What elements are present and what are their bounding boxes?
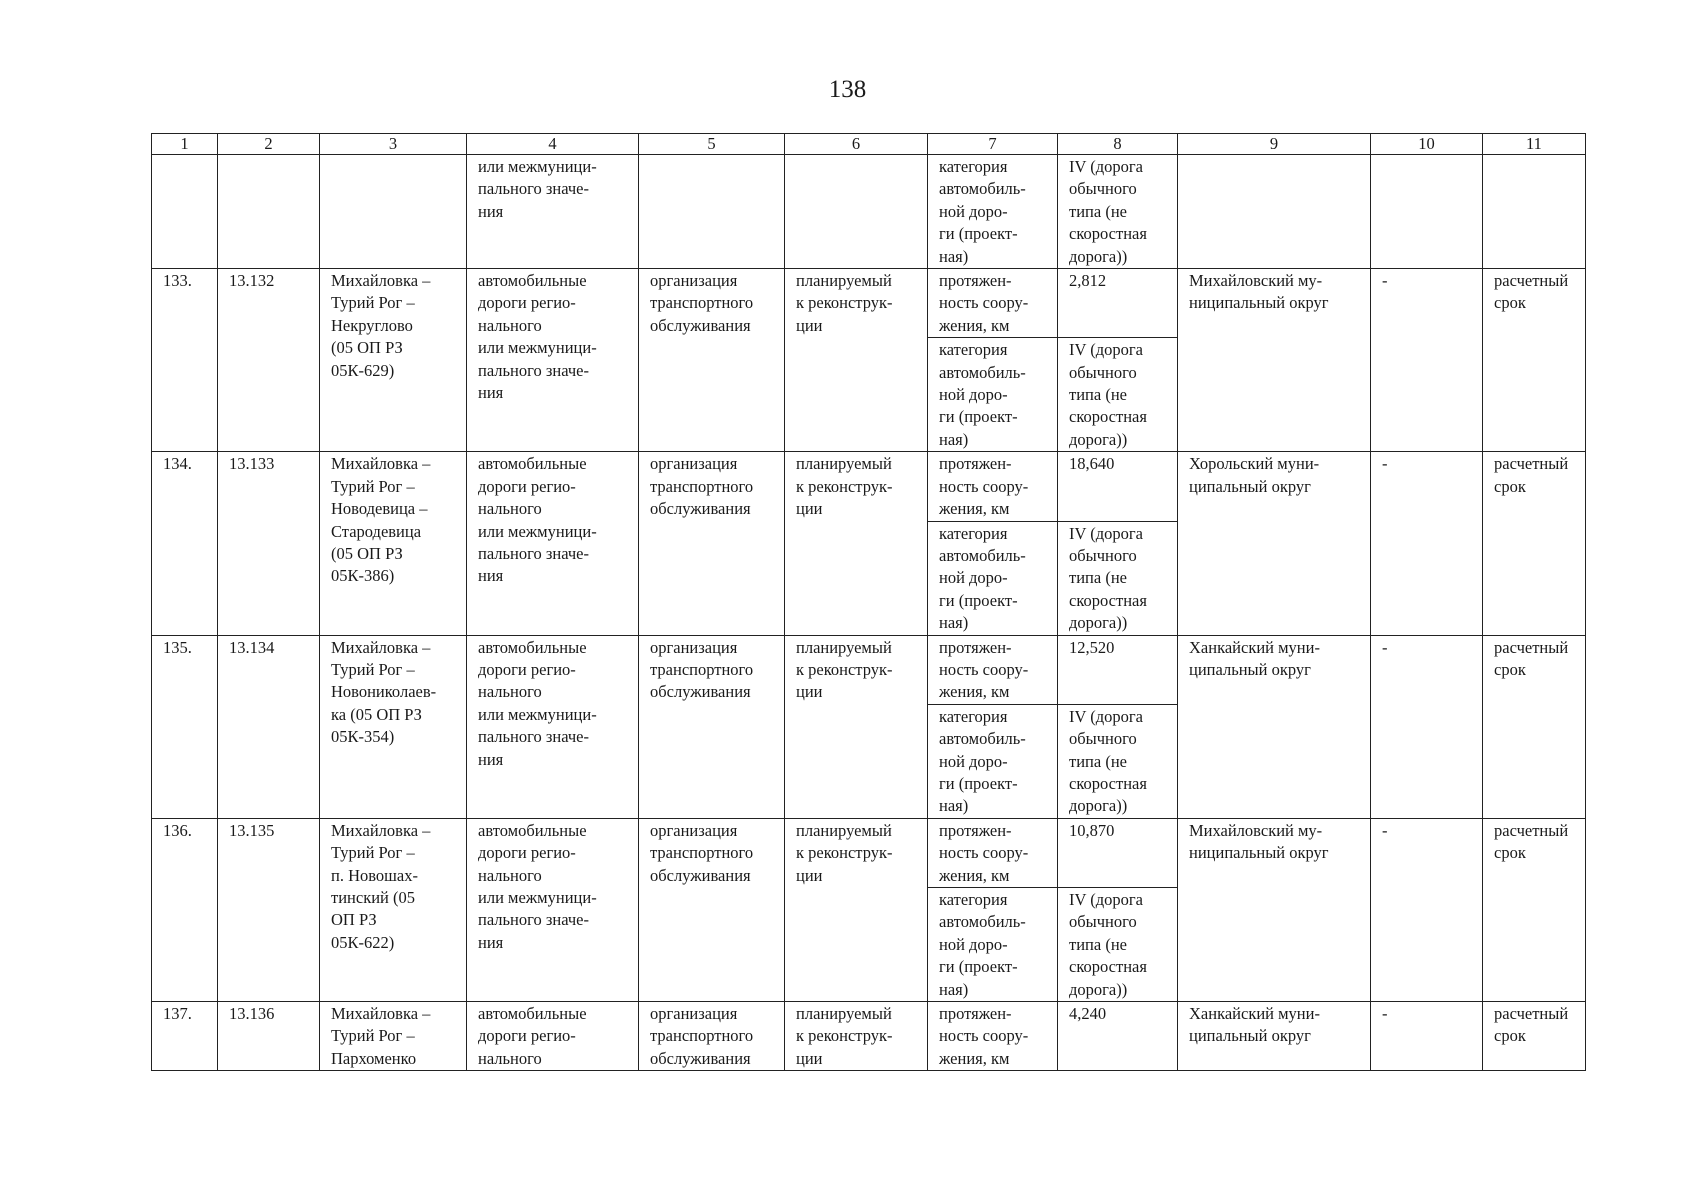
row-number-cell: 137. — [152, 1002, 218, 1071]
table-row — [152, 452, 1586, 521]
value-length-cell: 2,812 — [1058, 269, 1178, 338]
column-number-cell: 4 — [467, 134, 639, 155]
object-type-cell: автомобильные дороги регио- нального — [467, 1002, 639, 1071]
status-cell: планируемый к реконструк- ции — [785, 269, 928, 452]
page-number: 138 — [828, 76, 867, 103]
value-length-cell: 4,240 — [1058, 1002, 1178, 1071]
column-number-cell: 8 — [1058, 134, 1178, 155]
param-length-cell: протяжен- ность соору- жения, км — [928, 269, 1058, 338]
road-name-cell: Михайловка – Турий Рог – Новодевица – Стародевица (05 ОП РЗ 05К-386) — [320, 452, 467, 635]
term-cell: расчетный срок — [1483, 269, 1586, 452]
term-cell: расчетный срок — [1483, 452, 1586, 635]
column-number-cell: 7 — [928, 134, 1058, 155]
column-number-cell: 5 — [639, 134, 785, 155]
location-cell: Ханкайский муни- ципальный округ — [1178, 1002, 1371, 1071]
status-cell: планируемый к реконструк- ции — [785, 452, 928, 635]
param-length-cell: протяжен- ность соору- жения, км — [928, 1002, 1058, 1071]
value-category-cell: IV (дорога обычного типа (не скоростная дорога)) — [1058, 155, 1178, 269]
column-number-cell: 10 — [1371, 134, 1483, 155]
road-name-cell: Михайловка – Турий Рог – Пархоменко — [320, 1002, 467, 1071]
object-type-cell: автомобильные дороги регио- нального или межмуници- пального значе- ния — [467, 635, 639, 818]
column-number-cell: 3 — [320, 134, 467, 155]
location-cell: Михайловский му- ниципальный округ — [1178, 269, 1371, 452]
empty-cell — [320, 155, 467, 269]
column-number-row — [152, 134, 1586, 155]
param-category-cell: категория автомобиль- ной доро- ги (проект- ная) — [928, 155, 1058, 269]
value-category-cell: IV (дорога обычного типа (не скоростная дорога)) — [1058, 704, 1178, 818]
column-number-cell: 6 — [785, 134, 928, 155]
table-row — [152, 818, 1586, 887]
table-row — [152, 635, 1586, 704]
empty-cell — [1483, 155, 1586, 269]
param-length-cell: протяжен- ность соору- жения, км — [928, 635, 1058, 704]
purpose-cell: организация транспортного обслуживания — [639, 1002, 785, 1071]
object-code-cell: 13.133 — [218, 452, 320, 635]
row-number-cell: 135. — [152, 635, 218, 818]
object-code-cell: 13.132 — [218, 269, 320, 452]
param-length-cell: протяжен- ность соору- жения, км — [928, 818, 1058, 887]
empty-cell — [785, 155, 928, 269]
table-row — [152, 1002, 1586, 1071]
object-type-cell: автомобильные дороги регио- нального или межмуници- пального значе- ния — [467, 269, 639, 452]
param-category-cell: категория автомобиль- ной доро- ги (проект- ная) — [928, 704, 1058, 818]
location-cell: Михайловский му- ниципальный округ — [1178, 818, 1371, 1001]
table-row — [152, 269, 1586, 338]
empty-cell — [639, 155, 785, 269]
term-cell: расчетный срок — [1483, 635, 1586, 818]
row-number-cell: 133. — [152, 269, 218, 452]
value-category-cell: IV (дорога обычного типа (не скоростная дорога)) — [1058, 521, 1178, 635]
row-number-cell: 134. — [152, 452, 218, 635]
road-name-cell: Михайловка – Турий Рог – Новониколаев- ка (05 ОП РЗ 05К-354) — [320, 635, 467, 818]
status-cell: планируемый к реконструк- ции — [785, 818, 928, 1001]
param-category-cell: категория автомобиль- ной доро- ги (проект- ная) — [928, 888, 1058, 1002]
column-number-cell: 9 — [1178, 134, 1371, 155]
status-cell: планируемый к реконструк- ции — [785, 635, 928, 818]
object-code-cell: 13.135 — [218, 818, 320, 1001]
row-number-cell: 136. — [152, 818, 218, 1001]
road-objects-table — [151, 133, 1586, 1071]
term-cell: расчетный срок — [1483, 1002, 1586, 1071]
column-10-cell: - — [1371, 452, 1483, 635]
empty-cell — [1178, 155, 1371, 269]
column-10-cell: - — [1371, 818, 1483, 1001]
value-length-cell: 10,870 — [1058, 818, 1178, 887]
param-category-cell: категория автомобиль- ной доро- ги (проект- ная) — [928, 521, 1058, 635]
term-cell: расчетный срок — [1483, 818, 1586, 1001]
location-cell: Хорольский муни- ципальный округ — [1178, 452, 1371, 635]
param-category-cell: категория автомобиль- ной доро- ги (проект- ная) — [928, 338, 1058, 452]
column-number-cell: 2 — [218, 134, 320, 155]
road-name-cell: Михайловка – Турий Рог – Некруглово (05 ОП РЗ 05К-629) — [320, 269, 467, 452]
empty-cell — [152, 155, 218, 269]
column-10-cell: - — [1371, 635, 1483, 818]
object-type-cell: автомобильные дороги регио- нального или межмуници- пального значе- ния — [467, 818, 639, 1001]
value-category-cell: IV (дорога обычного типа (не скоростная дорога)) — [1058, 338, 1178, 452]
object-type-cell: автомобильные дороги регио- нального или межмуници- пального значе- ния — [467, 452, 639, 635]
purpose-cell: организация транспортного обслуживания — [639, 269, 785, 452]
purpose-cell: организация транспортного обслуживания — [639, 635, 785, 818]
column-number-cell: 1 — [152, 134, 218, 155]
empty-cell — [1371, 155, 1483, 269]
value-length-cell: 12,520 — [1058, 635, 1178, 704]
param-length-cell: протяжен- ность соору- жения, км — [928, 452, 1058, 521]
value-length-cell: 18,640 — [1058, 452, 1178, 521]
object-code-cell: 13.134 — [218, 635, 320, 818]
status-cell: планируемый к реконструк- ции — [785, 1002, 928, 1071]
road-name-cell: Михайловка – Турий Рог – п. Новошах- тинский (05 ОП РЗ 05К-622) — [320, 818, 467, 1001]
purpose-cell: организация транспортного обслуживания — [639, 818, 785, 1001]
column-10-cell: - — [1371, 1002, 1483, 1071]
column-10-cell: - — [1371, 269, 1483, 452]
continuation-row — [152, 155, 1586, 269]
location-cell: Ханкайский муни- ципальный округ — [1178, 635, 1371, 818]
object-code-cell: 13.136 — [218, 1002, 320, 1071]
value-category-cell: IV (дорога обычного типа (не скоростная дорога)) — [1058, 888, 1178, 1002]
empty-cell — [218, 155, 320, 269]
purpose-cell: организация транспортного обслуживания — [639, 452, 785, 635]
column-number-cell: 11 — [1483, 134, 1586, 155]
object-type-cell: или межмуници- пального значе- ния — [467, 155, 639, 269]
